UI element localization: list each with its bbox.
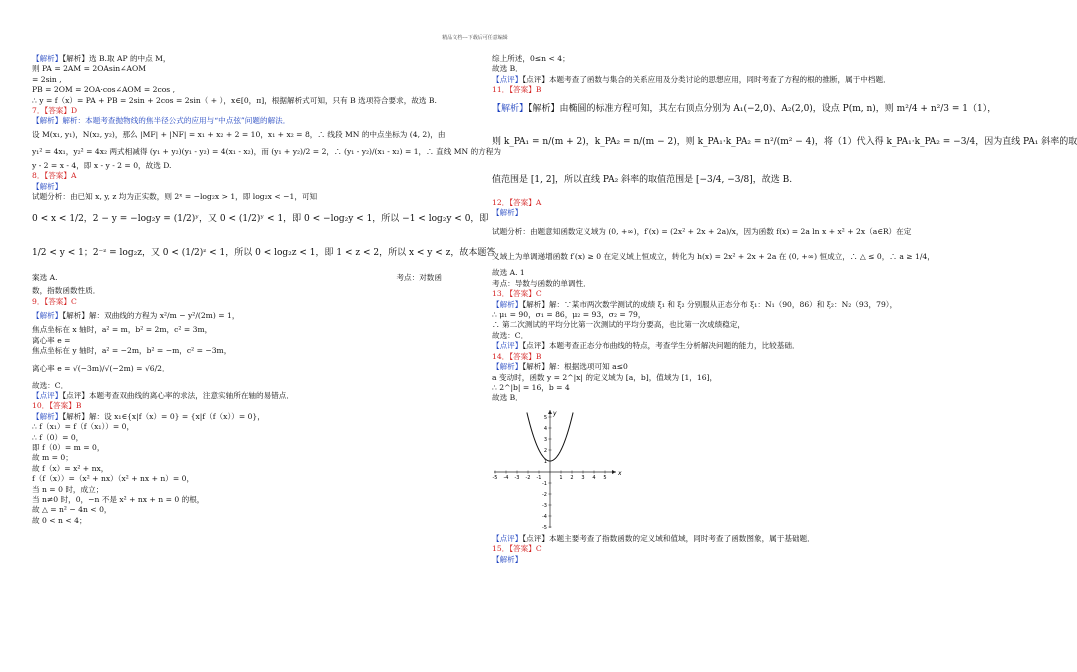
- formula-line: 1/2 < y < 1；2⁻ᶻ = log₂z，又 0 < (1/2)ᶻ < 1，所以 0 < log₂z < 1，即 1 < z < 2，所以 x < y < z，故本题答: [32, 248, 496, 259]
- text-line: 【点评】【点评】本题考查了函数与集合的关系应用及分类讨论的思想应用，同时考查了方程的根的推断，属于中档题．: [492, 74, 891, 84]
- y-tick-label: -4: [542, 513, 547, 520]
- text-line: a 变动时，函数 y = 2^|x| 的定义域为 [a，b]，值域为 [1，16]，: [492, 372, 718, 382]
- formula-line: 【解析】【解析】由椭圆的标准方程可知，其左右顶点分别为 A₁(−2,0)、A₂(2,0)，设点 P(m, n)，则 m²/4 + n²/3 = 1（1），: [492, 103, 997, 114]
- text-line: 当 n = 0 时，成立；: [32, 484, 104, 494]
- text-line: 故选：C．: [492, 330, 529, 340]
- question-number: 9．【答案】C: [32, 296, 77, 306]
- y-tick-label: -3: [542, 502, 547, 509]
- text-line: 故 0 < n < 4；: [32, 515, 87, 525]
- text-line: 故 f（x）= x² + nx，: [32, 463, 109, 473]
- question-number: 11．【答案】B: [492, 85, 542, 95]
- text-line: f（f（x））=（x² + nx）（x² + nx + n）= 0，: [32, 474, 195, 484]
- question-number: 15．【答案】C: [492, 544, 542, 554]
- text-line: 当 n≠0 时，0，−n 不是 x² + nx + n = 0 的根，: [32, 494, 205, 504]
- x-tick-label: 1: [559, 474, 563, 481]
- text-line: 考点：导数与函数的单调性．: [492, 278, 591, 288]
- x-tick-label: -3: [514, 474, 520, 481]
- text-line: 离心率 e =: [32, 335, 71, 345]
- text-line: 【解析】: [492, 208, 523, 218]
- x-tick-label: 5: [603, 474, 607, 481]
- formula-line: 0 < x < 1/2，2 − y = −log₂y = (1/2)ʸ，又 0 < (1/2)ʸ < 1，即 0 < −log₂y < 1，所以 −1 < log₂y < 0，即: [32, 214, 489, 225]
- function-graph: [492, 406, 622, 532]
- text-line: ∴ μ₁ = 90，σ₁ = 86，μ₂ = 93，σ₂ = 79，: [492, 310, 646, 320]
- text-line: 故 △ = n² − 4n < 0，: [32, 505, 112, 515]
- text-line: 故选 B．: [492, 393, 523, 403]
- text-line: ∴ 第二次测试的平均分比第一次测试的平均分要高，也比第一次成绩稳定，: [492, 320, 746, 330]
- text-line: 故选：C．: [32, 380, 69, 390]
- text-line: ∴ f（0）= 0，: [32, 432, 84, 442]
- graph-svg: [492, 406, 622, 532]
- text-line: 故选 B．: [492, 64, 523, 74]
- text-line: 【解析】: [492, 554, 523, 564]
- text-line: 【解析】【解析】解：双曲线的方程为 x²/m − y²/(2m) = 1，: [32, 311, 240, 321]
- question-number: 13．【答案】C: [492, 289, 542, 299]
- text-line: 设 M(x₁, y₁)，N(x₂, y₂)，那么 |MF| + |NF| = x₁ + x₂ + 2 = 10，x₁ + x₂ = 8，∴ 线段 MN 的中点坐标为 (4, 2)，由: [32, 129, 446, 139]
- formula-line: 则 k_PA₁ = n/(m + 2)，k_PA₂ = n/(m − 2)，则 k_PA₁·k_PA₂ = n²/(m² − 4)，将（1）代入得 k_PA₁·k_PA₂ = −3/4，因为直线 PA₁ 斜率的取: [492, 136, 1077, 147]
- text-line: = 2sin ,: [32, 74, 62, 84]
- x-axis-label: x: [618, 469, 622, 477]
- text-line: 【解析】【解析】解：根据选项可知 a≤0: [492, 362, 628, 372]
- text-line: 数，指数函数性质．: [32, 286, 101, 296]
- text-line: 故 m = 0；: [32, 453, 73, 463]
- text-line: 【解析】: [32, 181, 63, 191]
- x-tick-label: -1: [536, 474, 542, 481]
- text-line: 【点评】【点评】本题考查正态分布曲线的特点，考查学生分析解决问题的能力，比较基础．: [492, 341, 800, 351]
- y-tick-label: 5: [543, 414, 547, 421]
- left-column: [32, 54, 501, 526]
- y-tick-label: -5: [542, 524, 547, 531]
- y-tick-label: 4: [543, 425, 547, 432]
- question-number: 7．【答案】D: [32, 106, 78, 116]
- text-line: 【解析】【解析】选 B.取 AP 的中点 M，: [32, 54, 171, 63]
- page-header: 精品文档---下载后可任意编辑: [442, 35, 508, 41]
- text-line: ∴ 2^|b| = 16，b = 4: [492, 382, 570, 392]
- x-tick-label: 2: [570, 474, 574, 481]
- text-line: 义域上为单调递增函数 f′(x) ≥ 0 在定义域上恒成立，转化为 h(x) = 2x² + 2x + 2a 在 (0, +∞) 恒成立，∴ △ ≤ 0，∴ a ≥ 1/4，: [492, 252, 935, 262]
- y-tick-label: -1: [542, 480, 547, 487]
- text-line: PB = 2OM = 2OA·cos∠AOM = 2cos ,: [32, 85, 175, 95]
- text-line: 案选 A. 考点：对数函: [32, 273, 442, 283]
- question-number: 14．【答案】B: [492, 351, 542, 361]
- y-axis-label: y: [553, 409, 557, 417]
- text-line: 试题分析：由已知 x, y, z 均为正实数，则 2ˣ = −log₂x > 1，即 log₂x < −1，可知: [32, 192, 318, 202]
- text-line: 离心率 e = √(−3m)/√(−2m) = √6/2．: [32, 363, 170, 373]
- x-tick-label: 4: [592, 474, 596, 481]
- text-line: 综上所述，0≤n < 4；: [492, 54, 570, 63]
- text-line: 【解析】【解析】解：设 x₁∈{x|f（x）= 0} = {x|f（f（x））= 0}，: [32, 411, 265, 421]
- text-line: ∴ f（x₁）= f（f（x₁））= 0，: [32, 422, 135, 432]
- question-number: 12．【答案】A: [492, 197, 542, 207]
- x-axis-arrow: [612, 470, 616, 474]
- x-tick-label: -2: [525, 474, 531, 481]
- text-line: ∴ y = f（x）= PA + PB = 2sin + 2cos = 2sin（ + ），x∈[0，π]，根据解析式可知，只有 B 选项符合要求，故选 B.: [32, 95, 437, 105]
- y-tick-label: 3: [543, 436, 547, 443]
- text-line: y - 2 = x - 4，即 x - y - 2 = 0，故选 D.: [32, 160, 172, 170]
- x-tick-label: -4: [503, 474, 509, 481]
- text-line: 则 PA = 2AM = 2OAsin∠AOM: [32, 64, 146, 74]
- y-tick-label: 2: [543, 447, 547, 454]
- text-line: 焦点坐标在 y 轴时，a² = −2m，b² = −m，c² = −3m，: [32, 346, 232, 356]
- text-line: 【解析】【解析】解：∵某市两次数学测试的成绩 ξ₁ 和 ξ₂ 分别服从正态分布 ξ₁：N₁（90，86）和 ξ₂：N₂（93，79），: [492, 299, 898, 309]
- x-tick-label: -5: [492, 474, 498, 481]
- text-line: 试题分析：由题意知函数定义域为 (0, +∞)，f′(x) = (2x² + 2x + 2a)/x，因为函数 f(x) = 2a ln x + x² + 2x（a∈R）在定: [492, 227, 912, 237]
- text-line: 故选 A. 1: [492, 268, 525, 278]
- text-line: 【点评】【点评】本题考查双曲线的离心率的求法，注意实轴所在轴的易错点．: [32, 390, 294, 400]
- text-line: 【点评】【点评】本题主要考查了指数函数的定义域和值域，同时考查了函数图象，属于基础题．: [492, 533, 815, 543]
- question-number: 10．【答案】B: [32, 401, 82, 411]
- formula-line: 值范围是 [1, 2]，所以直线 PA₂ 斜率的取值范围是 [−3/4, −3/8]，故选 B.: [492, 174, 793, 185]
- y-tick-label: 1: [543, 458, 547, 465]
- y-axis-arrow: [548, 410, 552, 414]
- text-line: 焦点坐标在 x 轴时，a² = m，b² = 2m，c² = 3m，: [32, 325, 213, 335]
- y-tick-label: -2: [542, 491, 547, 498]
- question-number: 8．【答案】A: [32, 171, 77, 181]
- text-line: y₁² = 4x₁，y₂² = 4x₂ 两式相减得 (y₁ + y₂)(y₁ - y₂) = 4(x₁ - x₂)，而 (y₁ + y₂)/2 = 2，∴ (y₁ - y₂)/(x₁ - x₂) = 1，∴ 直线 MN 的方程为: [32, 146, 501, 156]
- text-line: 即 f（0）= m = 0，: [32, 442, 105, 452]
- text-line: 【解析】解析：本题考查抛物线的焦半径公式的应用与“中点弦”问题的解法．: [32, 116, 291, 126]
- x-tick-label: 3: [581, 474, 585, 481]
- right-column: [492, 54, 1077, 565]
